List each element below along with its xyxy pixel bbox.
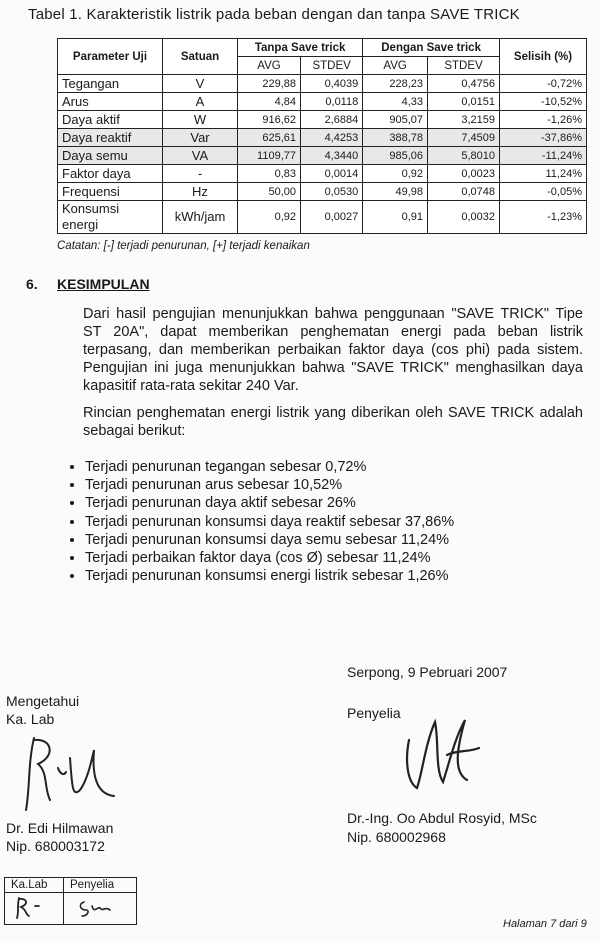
cell-diff: -37,86% (500, 129, 587, 147)
table-row (58, 75, 587, 93)
characteristics-table (57, 38, 587, 234)
list-item: • Terjadi penurunan konsumsi daya reaktif sebesar 37,86% (85, 513, 454, 531)
cell-avg1: 50,00 (238, 183, 301, 201)
cell-avg1: 0,92 (238, 201, 301, 234)
list-item: • Terjadi penurunan tegangan sebesar 0,72% (85, 458, 454, 476)
list-item: • Terjadi perbaikan faktor daya (cos Ø) sebesar 11,24% (85, 549, 454, 567)
cell-param: Tegangan (58, 75, 163, 93)
cell-std1: 4,3440 (301, 147, 363, 165)
cell-avg2: 905,07 (363, 111, 428, 129)
header-without: Tanpa Save trick (238, 39, 363, 57)
cell-param: Daya semu (58, 147, 163, 165)
table-row (58, 147, 587, 165)
header-avg-2: AVG (363, 57, 428, 75)
cell-std2: 3,2159 (428, 111, 500, 129)
cell-avg1: 4,84 (238, 93, 301, 111)
left-signer-name: Dr. Edi Hilmawan (6, 820, 114, 836)
cell-unit: W (163, 111, 238, 129)
cell-unit: Var (163, 129, 238, 147)
cell-param: Daya aktif (58, 111, 163, 129)
list-item: • Terjadi penurunan konsumsi daya semu sebesar 11,24% (85, 531, 454, 549)
cell-param: Arus (58, 93, 163, 111)
penyelia-initial (70, 894, 120, 920)
initials-kalab (5, 893, 64, 925)
cell-diff: 11,24% (500, 165, 587, 183)
initials-header-kalab: Ka.Lab (5, 878, 64, 893)
section-number: 6. (26, 276, 38, 292)
cell-std1: 0,0027 (301, 201, 363, 234)
cell-diff: -11,24% (500, 147, 587, 165)
cell-std2: 7,4509 (428, 129, 500, 147)
cell-avg2: 985,06 (363, 147, 428, 165)
cell-std1: 2,6884 (301, 111, 363, 129)
left-signer-nip: Nip. 680003172 (6, 838, 105, 854)
cell-avg2: 228,23 (363, 75, 428, 93)
cell-std1: 0,4039 (301, 75, 363, 93)
table-row (58, 129, 587, 147)
section-title: KESIMPULAN (57, 276, 150, 292)
cell-std2: 0,0023 (428, 165, 500, 183)
cell-avg2: 0,91 (363, 201, 428, 234)
details-paragraph: Rincian penghematan energi listrik yang diberikan oleh SAVE TRICK adalah sebagai berikut: (83, 405, 583, 439)
cell-std2: 5,8010 (428, 147, 500, 165)
cell-avg1: 229,88 (238, 75, 301, 93)
right-signer-nip: Nip. 680002968 (347, 829, 446, 845)
initials-header-penyelia: Penyelia (64, 878, 137, 893)
right-signer-name: Dr.-Ing. Oo Abdul Rosyid, MSc (347, 810, 537, 826)
header-stdev-2: STDEV (428, 57, 500, 75)
table-row (58, 93, 587, 111)
right-signature (395, 700, 490, 800)
header-avg-1: AVG (238, 57, 301, 75)
cell-param: Frequensi (58, 183, 163, 201)
header-diff: Selisih (%) (500, 39, 587, 75)
cell-std2: 0,0032 (428, 201, 500, 234)
conclusion-paragraph: Dari hasil pengujian menunjukkan bahwa penggunaan "SAVE TRICK" Tipe ST 20A", dapat memberikan penghematan energi pada beban listrik terpasang, dan memberikan perbaikan faktor daya (cos phi) pada sistem. Pengujian ini juga menunjukkan bahwa "SAVE TRICK" menghasilkan daya kapasitif rata-rata sekitar 240 Var. (83, 306, 583, 394)
cell-avg1: 625,61 (238, 129, 301, 147)
cell-avg2: 0,92 (363, 165, 428, 183)
cell-unit: V (163, 75, 238, 93)
kalab-initial (11, 894, 51, 920)
cell-std2: 0,4756 (428, 75, 500, 93)
list-item: • Terjadi penurunan daya aktif sebesar 26% (85, 494, 454, 512)
header-with: Dengan Save trick (363, 39, 500, 57)
cell-unit: VA (163, 147, 238, 165)
list-item: • Terjadi penurunan konsumsi energi listrik sebesar 1,26% (85, 567, 454, 585)
table-caption: Tabel 1. Karakteristik listrik pada beban dengan dan tanpa SAVE TRICK (28, 6, 520, 23)
initials-penyelia (64, 893, 137, 925)
table-row (58, 183, 587, 201)
cell-avg1: 1109,77 (238, 147, 301, 165)
cell-diff: -10,52% (500, 93, 587, 111)
table-row (58, 111, 587, 129)
cell-unit: kWh/jam (163, 201, 238, 234)
place-date: Serpong, 9 Pebruari 2007 (347, 664, 508, 680)
header-stdev-1: STDEV (301, 57, 363, 75)
cell-diff: -1,26% (500, 111, 587, 129)
left-signature (14, 728, 124, 823)
cell-std1: 0,0014 (301, 165, 363, 183)
cell-unit: A (163, 93, 238, 111)
cell-std2: 0,0748 (428, 183, 500, 201)
cell-avg2: 4,33 (363, 93, 428, 111)
left-role: Mengetahui (6, 693, 80, 709)
findings-list (57, 458, 454, 585)
cell-avg2: 49,98 (363, 183, 428, 201)
cell-std2: 0,0151 (428, 93, 500, 111)
cell-diff: -0,72% (500, 75, 587, 93)
initials-box (4, 877, 137, 925)
cell-param: Daya reaktif (58, 129, 163, 147)
page-number: Halaman 7 dari 9 (503, 918, 587, 930)
cell-diff: -0,05% (500, 183, 587, 201)
cell-avg1: 0,83 (238, 165, 301, 183)
table-note: Catatan: [-] terjadi penurunan, [+] terjadi kenaikan (57, 240, 310, 252)
cell-std1: 0,0530 (301, 183, 363, 201)
cell-unit: Hz (163, 183, 238, 201)
cell-avg2: 388,78 (363, 129, 428, 147)
cell-avg1: 916,62 (238, 111, 301, 129)
cell-unit: - (163, 165, 238, 183)
table-row (58, 165, 587, 183)
list-item: • Terjadi penurunan arus sebesar 10,52% (85, 476, 454, 494)
table-row (58, 201, 587, 234)
header-param: Parameter Uji (58, 39, 163, 75)
left-title: Ka. Lab (6, 711, 55, 727)
cell-param: Faktor daya (58, 165, 163, 183)
cell-std1: 0,0118 (301, 93, 363, 111)
cell-std1: 4,4253 (301, 129, 363, 147)
header-unit: Satuan (163, 39, 238, 75)
right-role: Penyelia (347, 705, 401, 721)
cell-diff: -1,23% (500, 201, 587, 234)
cell-param: Konsumsi energi (58, 201, 163, 234)
